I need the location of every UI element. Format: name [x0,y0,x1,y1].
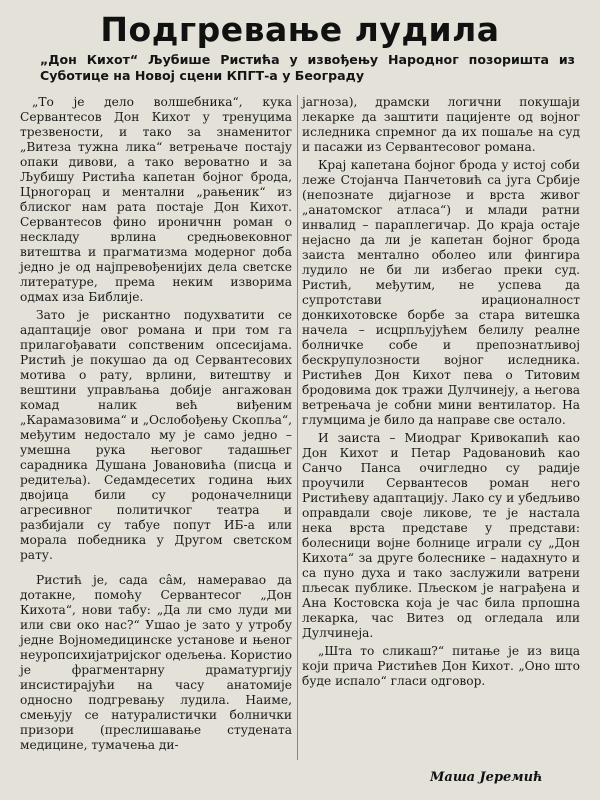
headline: Подгревање лудила [100,10,500,49]
paragraph: јагнозa), драмски логични покушаји лекарке да заштити пацијенте од војног иследника спремног да их пошаље на суд и пасажи из Сервантесовог романа. [302,95,580,154]
paragraph: Зато је рискантно подухватити се адаптације овог романа и при том га прилагођавати сопственим опсесијама. Ристић је покушао да од Сервантесових мотива о рату, врлини, витештву и вештини управљања добије ангажован комад налик већ виђеним „Карамазовима“ и „Ослобођењу Скопља“, међутим недостало му је само једно – умешна рука његовог тадашњег сарадника Душана Јовановића (писца и редитеља). Седамдесетих година њих двојица били су родоначелници агресивног политичког театра и разбијали су табуе попут ИБ-а или морала победника у Другом светском рату. [20,308,292,562]
subheadline: „Дон Кихот“ Љубише Ристића у извођењу Народног позоришта из Суботице на Новој сцени КПГТ-а у Београду [40,52,575,83]
paragraph: „То је дело волшебника“, кука Сервантесов Дон Кихот у тренуцима трезвености, и такo за знаменитог „Витеза тужна лика“ ветрењаче постају опаки дивови, а такo вероватно и за Љубишу Ристића капетан бојног брода, Црногорац и ментални „рањеник“ из блиског нам ратa постаје Дон Кихот. Сервантесов фино ироничнн роман о нескладу врлина средњовековног витештва и прагматизма модерног доба једно је од најпревођенијих дела светске литературе, према неким изворима одмах иза Библије. [20,95,292,304]
column-divider [297,95,298,760]
author-byline: Маша Јеремић [430,770,543,785]
paragraph: Крај капетана бојног брода у истој соби леже Стојанча Панчетовић са југа Србије (непознате дијагнозе и врста живог „анатомског атласа“) и млади ратни инвалид – параплегичар. До краја остаје нејасно да ли је капетан бојног брода заиста ментално оболео или фингира лудило не би ли избегао преки суд. Ристић, међутим, не успева да супротстави ирационалност донкихотовске борбе за стара витешка начела – исцрпљујућем белилу реалне болничке собе и препознатљивој бескрупулозности војног иследника. Ристићев Дон Кихот пева о Титовим бродовима док тражи Дулчинеју, а његова ветрењача је собни мини вентилатор. На глумцима је било да направе све остало. [302,158,580,427]
left-column [20,95,292,753]
paragraph: И заиста – Миодраг Кривокапић као Дон Кихот и Петар Радовановић као Санчо Панса очигледно су радије проучили Сервантесов роман него Ристићеву адаптацију. Лако су и убедљиво оправдали своје ликове, те је настала нека врста представе у представи: болесници војне болнице играли су „Дон Кихота“ за друге болеснике – надахнуто и са пуно духа и тако заслужили ватрени пљесак публике. Пљеском је награђена и Ана Костовска која је час била прпошна лекарка, час Витез од огледала или Дулчинеја. [302,431,580,640]
right-column [302,95,580,689]
paragraph: Ристић је, сада сâм, намеравао да дотакне, помоћу Сервантесог „Дон Кихота“, нови табу: „Да ли смо луди ми или сви око нас?“ Ушао је зато у утробу једне Војномедицинске установе и њеног неуропсихијатријског одељења. Користио је фрагментарну драматургију инсистирајући на часу анатомије односно подгревању лудила. Наиме, смењују се натуралистички болнички призори (преслишавање студената медицине, тумачења ди- [20,573,293,752]
paragraph: „Шта то сликаш?“ питање је из вица који прича Ристићев Дон Кихот. „Оно што буде испало“ гласи одговор. [302,644,580,688]
